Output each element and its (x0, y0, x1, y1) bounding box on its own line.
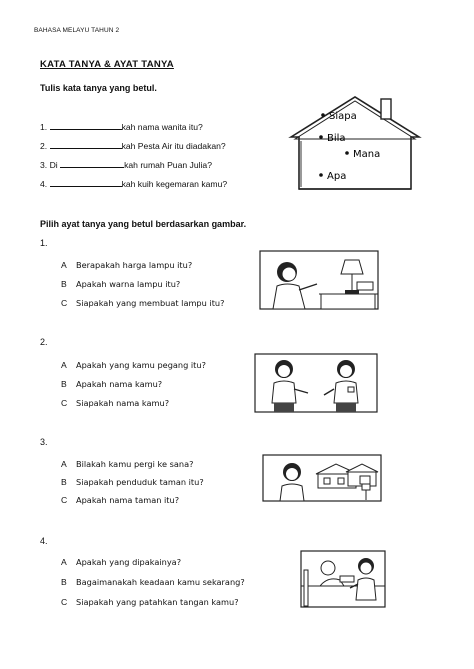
item-suffix: kah nama wanita itu? (121, 122, 203, 132)
answer-blank[interactable] (50, 178, 122, 187)
option-letter: B (61, 477, 67, 487)
option-text[interactable]: Siapakah yang membuat lampu itu? (76, 298, 225, 308)
word-siapa: Siapa (329, 111, 357, 122)
question-number-2: 2. (40, 337, 48, 347)
question-number-4: 4. (40, 536, 48, 546)
word-mana: Mana (353, 149, 381, 160)
option-letter: C (61, 597, 68, 607)
fill-item-1 (40, 121, 203, 132)
option-letter: B (61, 379, 67, 389)
option-letter: C (61, 298, 68, 308)
option-text[interactable]: Berapakah harga lampu itu? (76, 260, 193, 270)
question-number-3: 3. (40, 437, 48, 447)
option-letter: B (61, 577, 67, 587)
fill-item-4 (40, 178, 227, 189)
item-number: 1. (40, 122, 48, 132)
option-text[interactable]: Bagaimanakah keadaan kamu sekarang? (76, 577, 245, 587)
picture-boy-pointing-lamp (259, 250, 379, 310)
option-text[interactable]: Apakah warna lampu itu? (76, 279, 181, 289)
worksheet-title: KATA TANYA & AYAT TANYA (40, 59, 174, 70)
option-text[interactable]: Apakah yang kamu pegang itu? (76, 360, 206, 370)
picture-two-boys-talking (254, 353, 378, 413)
option-letter: C (61, 398, 68, 408)
answer-blank[interactable] (50, 121, 122, 130)
option-letter: A (61, 557, 67, 567)
page-header: BAHASA MELAYU TAHUN 2 (34, 27, 120, 34)
option-letter: B (61, 279, 67, 289)
answer-blank[interactable] (60, 159, 124, 168)
option-text[interactable]: Apakah nama kamu? (76, 379, 163, 389)
option-text[interactable]: Apakah yang dipakainya? (76, 557, 182, 567)
option-text[interactable]: Bilakah kamu pergi ke sana? (76, 459, 194, 469)
item-suffix: kah Pesta Air itu diadakan? (121, 141, 226, 151)
option-text[interactable]: Siapakah penduduk taman itu? (76, 477, 204, 487)
picture-boy-housing-estate (262, 454, 382, 502)
item-number: 4. (40, 179, 48, 189)
item-number: 3. (40, 160, 48, 170)
fill-item-2 (40, 140, 226, 151)
section2-instruction: Pilih ayat tanya yang betul berdasarkan gambar. (40, 219, 247, 229)
word-box-house (287, 93, 423, 198)
word-apa: Apa (327, 171, 347, 182)
section1-instruction: Tulis kata tanya yang betul. (40, 83, 157, 93)
option-letter: C (61, 495, 68, 505)
option-text[interactable]: Apakah nama taman itu? (76, 495, 180, 505)
option-text[interactable]: Siapakah yang patahkan tangan kamu? (76, 597, 239, 607)
word-bila: Bila (327, 133, 346, 144)
item-prefix: Di (49, 160, 58, 170)
picture-boy-in-hospital-bed (300, 550, 386, 608)
option-text[interactable]: Siapakah nama kamu? (76, 398, 170, 408)
option-letter: A (61, 459, 67, 469)
option-letter: A (61, 360, 67, 370)
question-number-1: 1. (40, 238, 48, 248)
answer-blank[interactable] (50, 140, 122, 149)
item-number: 2. (40, 141, 48, 151)
fill-item-3 (40, 159, 212, 170)
item-suffix: kah kuih kegemaran kamu? (121, 179, 228, 189)
item-suffix: kah rumah Puan Julia? (124, 160, 212, 170)
option-letter: A (61, 260, 67, 270)
